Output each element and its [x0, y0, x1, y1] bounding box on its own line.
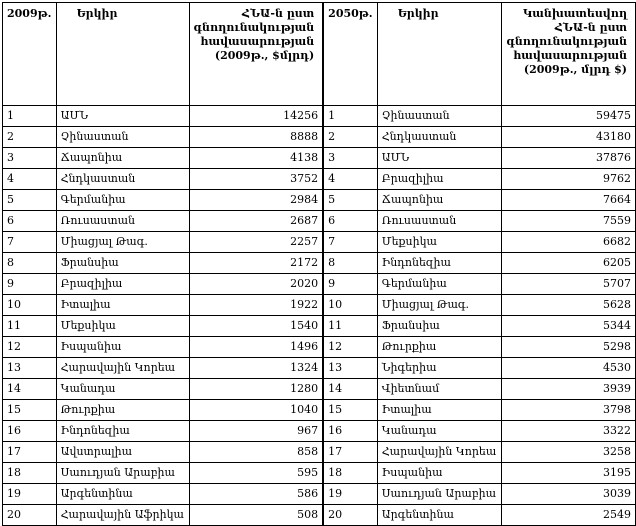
header-gdp-2009: ՀՆԱ-ն ըստ գնողունակության հավասարության (2009թ., $մլրդ) [189, 3, 323, 106]
country-2050-cell: Վիետնամ [377, 379, 502, 400]
country-2050-cell: Հարավային Կորեա [377, 442, 502, 463]
rank-2009-cell: 16 [3, 421, 57, 442]
country-2009-cell: Սաուդյան Արաբիա [56, 463, 189, 484]
rank-2050-cell: 20 [323, 505, 377, 526]
header-country-2050: Երկիր [377, 3, 502, 106]
country-2050-cell: Ֆրանսիա [377, 316, 502, 337]
gdp-2009-cell: 1922 [189, 295, 323, 316]
table-row [3, 421, 636, 442]
gdp-2009-cell: 1040 [189, 400, 323, 421]
rank-2009-cell: 3 [3, 148, 57, 169]
header-country-2009: Երկիր [56, 3, 189, 106]
header-gdp-2050: Կանխատեսվող ՀՆԱ-ն ըստ գնողունակության հավասարության (2009թ., մլրդ $) [502, 3, 636, 106]
table-row [3, 274, 636, 295]
table-row [3, 253, 636, 274]
rank-2050-cell: 15 [323, 400, 377, 421]
table-row [3, 379, 636, 400]
country-2009-cell: Միացյալ Թագ. [56, 232, 189, 253]
rank-2009-cell: 6 [3, 211, 57, 232]
country-2050-cell: Իտալիա [377, 400, 502, 421]
country-2009-cell: Թուրքիա [56, 400, 189, 421]
country-2050-cell: Հնդկաստան [377, 127, 502, 148]
country-2050-cell: Բրազիլիա [377, 169, 502, 190]
rank-2009-cell: 8 [3, 253, 57, 274]
gdp-2009-cell: 1324 [189, 358, 323, 379]
country-2009-cell: Ֆրանսիա [56, 253, 189, 274]
rank-2009-cell: 2 [3, 127, 57, 148]
gdp-2009-cell: 508 [189, 505, 323, 526]
country-2009-cell: ԱՄՆ [56, 106, 189, 127]
country-2009-cell: Մեքսիկա [56, 316, 189, 337]
rank-2050-cell: 1 [323, 106, 377, 127]
table-row [3, 316, 636, 337]
rank-2050-cell: 16 [323, 421, 377, 442]
gdp-2009-cell: 8888 [189, 127, 323, 148]
table-row [3, 232, 636, 253]
table-row [3, 337, 636, 358]
rank-2009-cell: 12 [3, 337, 57, 358]
rank-2009-cell: 18 [3, 463, 57, 484]
gdp-2009-cell: 2020 [189, 274, 323, 295]
table-row [3, 358, 636, 379]
gdp-2050-cell: 6682 [502, 232, 636, 253]
country-2050-cell: Միացյալ Թագ. [377, 295, 502, 316]
rank-2009-cell: 20 [3, 505, 57, 526]
country-2009-cell: Ռուսաստան [56, 211, 189, 232]
table-row [3, 442, 636, 463]
gdp-2050-cell: 3195 [502, 463, 636, 484]
country-2009-cell: Գերմանիա [56, 190, 189, 211]
gdp-2050-cell: 5298 [502, 337, 636, 358]
country-2050-cell: Ինդոնեզիա [377, 253, 502, 274]
table-row [3, 484, 636, 505]
country-2009-cell: Բրազիլիա [56, 274, 189, 295]
gdp-2050-cell: 5344 [502, 316, 636, 337]
rank-2009-cell: 19 [3, 484, 57, 505]
gdp-2009-cell: 586 [189, 484, 323, 505]
rank-2009-cell: 11 [3, 316, 57, 337]
rank-2050-cell: 2 [323, 127, 377, 148]
country-2009-cell: Չինաստան [56, 127, 189, 148]
country-2009-cell: Իսպանիա [56, 337, 189, 358]
gdp-2009-cell: 3752 [189, 169, 323, 190]
gdp-2050-cell: 3258 [502, 442, 636, 463]
country-2009-cell: Հարավային Աֆրիկա [56, 505, 189, 526]
rank-2050-cell: 3 [323, 148, 377, 169]
gdp-2009-cell: 2984 [189, 190, 323, 211]
rank-2050-cell: 12 [323, 337, 377, 358]
gdp-2009-cell: 858 [189, 442, 323, 463]
country-2050-cell: Թուրքիա [377, 337, 502, 358]
rank-2009-cell: 15 [3, 400, 57, 421]
rank-2050-cell: 6 [323, 211, 377, 232]
gdp-2009-cell: 2257 [189, 232, 323, 253]
gdp-ranking-table [2, 2, 636, 526]
rank-2009-cell: 9 [3, 274, 57, 295]
table-row [3, 211, 636, 232]
country-2050-cell: Ճապոնիա [377, 190, 502, 211]
rank-2050-cell: 11 [323, 316, 377, 337]
rank-2050-cell: 4 [323, 169, 377, 190]
gdp-2050-cell: 4530 [502, 358, 636, 379]
table-row [3, 169, 636, 190]
gdp-2050-cell: 3939 [502, 379, 636, 400]
table-row [3, 505, 636, 526]
gdp-2050-cell: 6205 [502, 253, 636, 274]
rank-2009-cell: 5 [3, 190, 57, 211]
gdp-2050-cell: 59475 [502, 106, 636, 127]
table-row [3, 127, 636, 148]
rank-2050-cell: 5 [323, 190, 377, 211]
gdp-2009-cell: 1540 [189, 316, 323, 337]
rank-2009-cell: 10 [3, 295, 57, 316]
gdp-2009-cell: 2687 [189, 211, 323, 232]
gdp-2009-cell: 2172 [189, 253, 323, 274]
country-2009-cell: Հարավային Կորեա [56, 358, 189, 379]
table-row [3, 106, 636, 127]
country-2050-cell: Չինաստան [377, 106, 502, 127]
gdp-2050-cell: 3322 [502, 421, 636, 442]
country-2050-cell: Մեքսիկա [377, 232, 502, 253]
rank-2050-cell: 9 [323, 274, 377, 295]
rank-2050-cell: 7 [323, 232, 377, 253]
gdp-2009-cell: 1496 [189, 337, 323, 358]
country-2009-cell: Ինդոնեզիա [56, 421, 189, 442]
rank-2050-cell: 8 [323, 253, 377, 274]
rank-2009-cell: 14 [3, 379, 57, 400]
rank-2050-cell: 10 [323, 295, 377, 316]
rank-2050-cell: 14 [323, 379, 377, 400]
country-2009-cell: Ավստրալիա [56, 442, 189, 463]
table-body [3, 106, 636, 526]
country-2050-cell: Սաուդյան Արաբիա [377, 484, 502, 505]
gdp-2050-cell: 43180 [502, 127, 636, 148]
rank-2050-cell: 13 [323, 358, 377, 379]
table-row [3, 463, 636, 484]
table-row [3, 295, 636, 316]
rank-2009-cell: 4 [3, 169, 57, 190]
table-row [3, 400, 636, 421]
gdp-2050-cell: 7664 [502, 190, 636, 211]
rank-2050-cell: 17 [323, 442, 377, 463]
table-row [3, 190, 636, 211]
rank-2009-cell: 13 [3, 358, 57, 379]
gdp-2050-cell: 9762 [502, 169, 636, 190]
country-2009-cell: Կանադա [56, 379, 189, 400]
gdp-2050-cell: 3039 [502, 484, 636, 505]
gdp-2009-cell: 967 [189, 421, 323, 442]
header-rank-2009: 2009թ. [3, 3, 57, 106]
gdp-2009-cell: 4138 [189, 148, 323, 169]
country-2050-cell: Գերմանիա [377, 274, 502, 295]
country-2009-cell: Իտալիա [56, 295, 189, 316]
country-2050-cell: Արգենտինա [377, 505, 502, 526]
gdp-2050-cell: 37876 [502, 148, 636, 169]
table-row [3, 148, 636, 169]
gdp-2050-cell: 3798 [502, 400, 636, 421]
gdp-2050-cell: 5707 [502, 274, 636, 295]
country-2009-cell: Հնդկաստան [56, 169, 189, 190]
rank-2009-cell: 17 [3, 442, 57, 463]
gdp-2050-cell: 2549 [502, 505, 636, 526]
rank-2009-cell: 1 [3, 106, 57, 127]
country-2050-cell: Կանադա [377, 421, 502, 442]
header-row [3, 3, 636, 106]
header-rank-2050: 2050թ. [323, 3, 377, 106]
gdp-2009-cell: 14256 [189, 106, 323, 127]
gdp-2050-cell: 7559 [502, 211, 636, 232]
country-2009-cell: Արգենտինա [56, 484, 189, 505]
country-2009-cell: Ճապոնիա [56, 148, 189, 169]
gdp-2009-cell: 595 [189, 463, 323, 484]
rank-2050-cell: 18 [323, 463, 377, 484]
country-2050-cell: Իսպանիա [377, 463, 502, 484]
country-2050-cell: Ռուսաստան [377, 211, 502, 232]
rank-2009-cell: 7 [3, 232, 57, 253]
country-2050-cell: Նիգերիա [377, 358, 502, 379]
gdp-2009-cell: 1280 [189, 379, 323, 400]
country-2050-cell: ԱՄՆ [377, 148, 502, 169]
gdp-2050-cell: 5628 [502, 295, 636, 316]
rank-2050-cell: 19 [323, 484, 377, 505]
